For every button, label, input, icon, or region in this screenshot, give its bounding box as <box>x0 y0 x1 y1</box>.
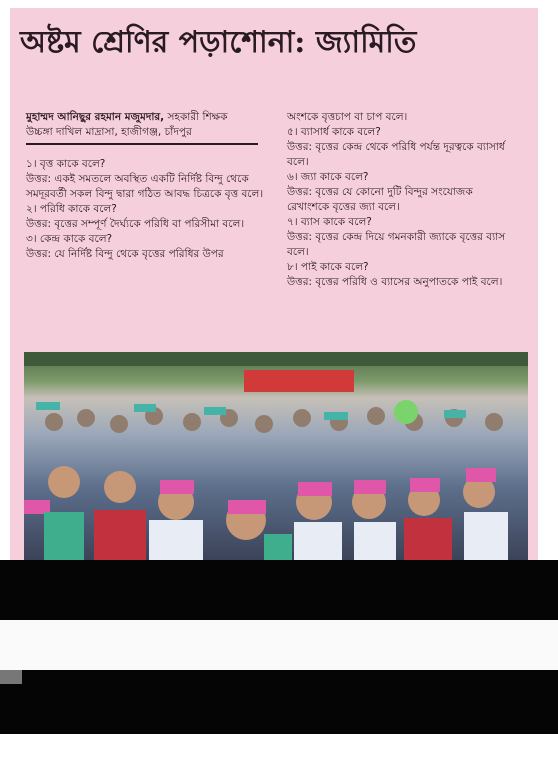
left-paragraph: ৩। কেন্দ্র কাকে বলে? <box>26 233 113 245</box>
right-paragraph: ৬। জ্যা কাকে বলে? <box>287 171 369 183</box>
article-photo <box>24 352 528 560</box>
redacted-region <box>0 560 558 620</box>
byline <box>26 110 266 125</box>
left-paragraph: উত্তর: যে নির্দিষ্ট বিন্দু থেকে বৃত্তের পরিধির উপর <box>26 248 224 260</box>
left-paragraph: উত্তর: বৃত্তের সম্পূর্ণ দৈর্ঘ্যকে পরিধি বা পরিসীমা বলে। <box>26 218 245 230</box>
right-paragraph: উত্তর: বৃত্তের কেন্দ্র থেকে পরিধি পর্যন্ত দূরত্বকে ব্যাসার্ধ বলে। <box>287 141 505 168</box>
right-paragraph: ৫। ব্যাসার্ধ কাকে বলে? <box>287 126 381 138</box>
right-column <box>287 110 517 290</box>
right-paragraph: উত্তর: বৃত্তের পরিধি ও ব্যাসের অনুপাতকে পাই বলে। <box>287 276 503 288</box>
right-paragraph: অংশকে বৃত্তচাপ বা চাপ বলে। <box>287 111 408 123</box>
left-column <box>26 110 266 262</box>
right-paragraph: ৮। পাই কাকে বলে? <box>287 261 369 273</box>
byline-divider <box>26 143 258 145</box>
left-paragraph: ১। বৃত্ত কাকে বলে? <box>26 158 106 170</box>
author-institution: উচ্চঙ্গা দাখিল মাদ্রাসা, হাজীগঞ্জ, চাঁদপুর <box>26 126 192 138</box>
blank-region <box>0 620 558 670</box>
right-paragraph: উত্তর: বৃত্তের যে কোনো দুটি বিন্দুর সংযোজক রেখাংশকে বৃত্তের জ্যা বলে। <box>287 186 473 213</box>
author-role: সহকারী শিক্ষক <box>167 111 228 123</box>
photo-crowd <box>24 352 528 560</box>
redacted-region <box>0 670 558 734</box>
author-name: মুহাম্মদ আনিছুর রহমান মজুমদার, <box>26 111 165 123</box>
right-paragraph: ৭। ব্যাস কাকে বলে? <box>287 216 372 228</box>
left-paragraph: ২। পরিধি কাকে বলে? <box>26 203 117 215</box>
left-paragraph: উত্তর: একই সমতলে অবস্থিত একটি নির্দিষ্ট বিন্দু থেকে সমদূরবর্তী সকল বিন্দু দ্বারা গঠিত আবদ্ধ চিত্রকে বৃত্ত বলে। <box>26 173 264 200</box>
article-title: অষ্টম শ্রেণির পড়াশোনা: জ্যামিতি <box>20 25 417 60</box>
right-paragraph: উত্তর: বৃত্তের কেন্দ্র দিয়ে গমনকারী জ্যাকে বৃত্তের ব্যাস বলে। <box>287 231 506 258</box>
redacted-region <box>0 670 22 684</box>
